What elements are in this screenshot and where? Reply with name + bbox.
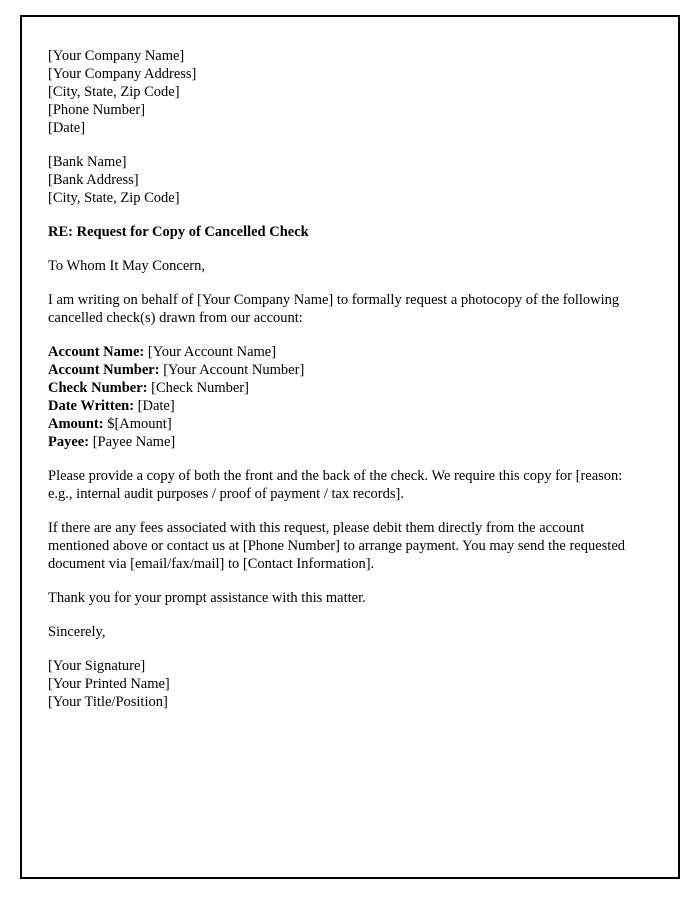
recipient-bank-address: [Bank Address] [48,172,139,188]
signature-line: [Your Signature] [48,658,146,674]
recipient-bank-name: [Bank Name] [48,154,127,170]
closing-block [48,623,644,641]
title-position-line: [Your Title/Position] [48,694,168,710]
detail-row-check-number [48,379,644,397]
salutation-block [48,257,644,275]
letter-frame [20,15,680,879]
detail-label-amount: Amount: [48,416,104,432]
detail-row-account-name [48,343,644,361]
subject-line: RE: Request for Copy of Cancelled Check [48,224,309,240]
intro-paragraph: I am writing on behalf of [Your Company Name] to formally request a photocopy of the following cancelled check(s) drawn from our account: [48,292,620,326]
sender-phone-number: [Phone Number] [48,102,146,118]
detail-row-account-number [48,361,644,379]
subject-block [48,223,644,241]
detail-row-payee [48,433,644,451]
thanks-paragraph: Thank you for your prompt assistance with this matter. [48,590,366,606]
thanks-paragraph-block [48,589,644,607]
sender-company-name: [Your Company Name] [48,48,185,64]
fees-paragraph-block [48,519,644,573]
detail-value-account-name: [Your Account Name] [147,344,277,360]
copy-request-paragraph: Please provide a copy of both the front and the back of the check. We require this copy for [reason: e.g., internal audit purposes / proof of payment / tax records]. [48,468,623,502]
recipient-block [48,153,644,207]
detail-label-account-name: Account Name: [48,344,145,360]
sender-company-address: [Your Company Address] [48,66,197,82]
fees-paragraph: If there are any fees associated with this request, please debit them directly from the account mentioned above or contact us at [Phone Number] to arrange payment. You may send the requested document via [email/fax/mail] to [Contact Information]. [48,520,626,572]
detail-value-payee: [Payee Name] [92,434,176,450]
detail-row-amount [48,415,644,433]
signature-block [48,657,644,711]
detail-label-payee: Payee: [48,434,90,450]
detail-label-date-written: Date Written: [48,398,135,414]
sender-city-state-zip: [City, State, Zip Code] [48,84,180,100]
recipient-city-state-zip: [City, State, Zip Code] [48,190,180,206]
check-details-block [48,343,644,451]
letter-date: [Date] [48,120,86,136]
salutation: To Whom It May Concern, [48,258,205,274]
intro-paragraph-block [48,291,644,327]
detail-value-date-written: [Date] [137,398,175,414]
copy-request-paragraph-block [48,467,644,503]
detail-value-account-number: [Your Account Number] [163,362,305,378]
detail-row-date-written [48,397,644,415]
detail-label-account-number: Account Number: [48,362,160,378]
detail-label-check-number: Check Number: [48,380,148,396]
sender-block [48,47,644,137]
detail-value-amount: $[Amount] [107,416,172,432]
closing: Sincerely, [48,624,106,640]
detail-value-check-number: [Check Number] [151,380,249,396]
printed-name-line: [Your Printed Name] [48,676,170,692]
